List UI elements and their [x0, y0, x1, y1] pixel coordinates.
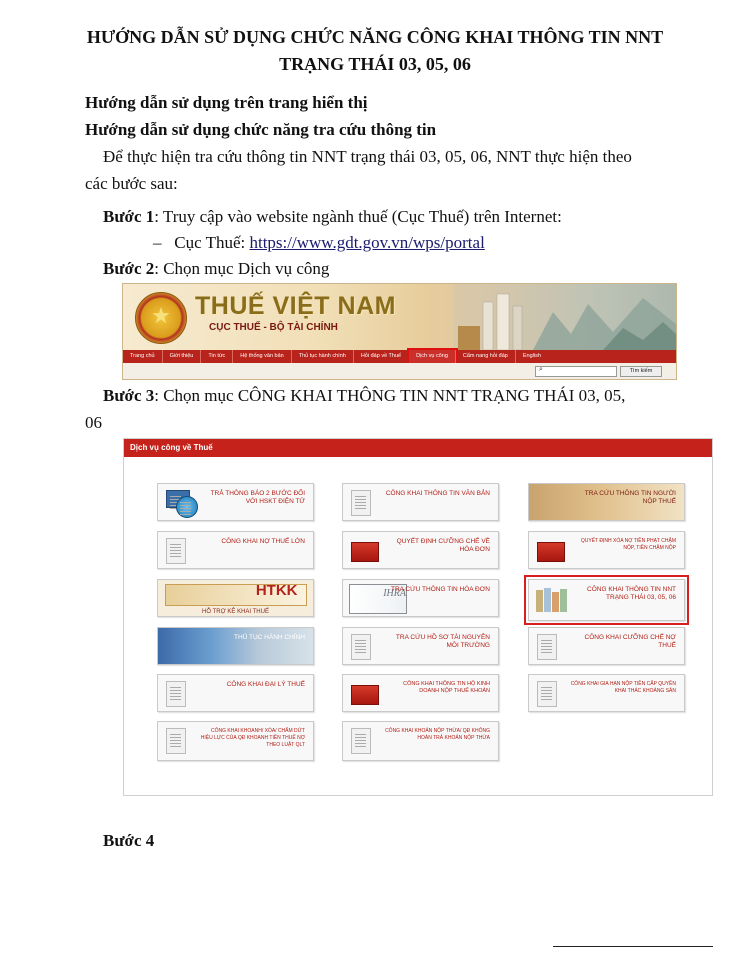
search-icon: ⌕ [539, 365, 543, 373]
document-icon [537, 634, 557, 660]
gdt-website-banner [122, 283, 677, 380]
nav-qa[interactable]: Hỏi đáp về Thuế [354, 350, 409, 363]
red-folder-icon [351, 542, 379, 562]
heading-display-guide: Hướng dẫn sử dụng trên trang hiển thị [85, 93, 368, 112]
nav-documents[interactable]: Hệ thống văn bản [233, 350, 291, 363]
document-icon [166, 538, 186, 564]
intro-line1: Để thực hiện tra cứu thông tin NNT trạng thái 03, 05, 06, NNT thực hiện theo [103, 147, 632, 166]
tile-household-business[interactable] [342, 674, 499, 712]
nav-news[interactable]: Tin tức [201, 350, 233, 363]
tile-penalty-writeoff[interactable] [528, 531, 685, 569]
red-folder-icon [351, 685, 379, 705]
tile-debt-enforcement[interactable] [528, 627, 685, 665]
tile-tax-agents[interactable] [157, 674, 314, 712]
bullet-dash: – [153, 233, 162, 252]
tile-large-tax-debt[interactable] [157, 531, 314, 569]
step2-label: Bước 2 [103, 259, 155, 278]
tile-label: CÔNG KHAI THÔNG TIN HỘ KINH DOANH NỘP THUẾ KHOÁN [403, 681, 490, 694]
panel-header: Dịch vụ công về Thuế [124, 439, 712, 457]
main-navigation [123, 350, 676, 363]
heading-lookup-guide: Hướng dẫn sử dụng chức năng tra cứu thông tin [85, 120, 437, 139]
tile-label: QUYẾT ĐỊNH XÓA NỢ TIỀN PHẠT CHẬM NỘP, TIỀN CHẬM NỘP [580, 538, 676, 551]
step3-text-line1: : Chọn mục CÔNG KHAI THÔNG TIN NNT TRẠNG THÁI 03, 05, [154, 386, 626, 405]
document-icon [537, 681, 557, 707]
step3 [103, 382, 625, 409]
step3-label: Bước 3 [103, 386, 155, 405]
tile-label: TRA CỨU HỒ SƠ TÀI NGUYÊN MÔI TRƯỜNG [395, 634, 490, 649]
nav-procedures[interactable]: Thủ tục hành chính [292, 350, 354, 363]
books-icon [535, 586, 569, 614]
tile-label: CÔNG KHAI KHOANH/ XÓA/ CHẤM DỨT HIỆU LỰC CỦA QĐ KHOANH TIỀN THUẾ NỢ THEO LUẬT QLT [200, 728, 305, 748]
document-icon [166, 681, 186, 707]
intro-line2: các bước sau: [85, 174, 178, 193]
tax-services-panel [123, 438, 713, 796]
document-icon [166, 728, 186, 754]
tile-label: CÔNG KHAI CƯỠNG CHẾ NỢ THUẾ [584, 634, 676, 649]
htkk-banner [165, 584, 307, 606]
tile-taxpayer-lookup[interactable] [528, 483, 685, 521]
tile-label: CÔNG KHAI KHOẢN NỘP THỪA/ QĐ KHÔNG HOÀN TRẢ KHOẢN NỘP THỪA [385, 728, 490, 741]
tile-label: CÔNG KHAI THÔNG TIN NNT TRẠNG THÁI 03, 05, 06 [587, 586, 676, 601]
htkk-sublabel: HỖ TRỢ KÊ KHAI THUẾ [202, 609, 269, 615]
document-icon [351, 490, 371, 516]
step4-label: Bước 4 [103, 831, 155, 850]
tile-invoice-lookup[interactable] [342, 579, 499, 617]
red-folder-icon [537, 542, 565, 562]
tile-environment-records[interactable] [342, 627, 499, 665]
search-input[interactable] [535, 366, 617, 377]
bullet-text: Cục Thuế: [174, 233, 250, 252]
tile-label: CÔNG KHAI THÔNG TIN VĂN BẢN [385, 490, 490, 497]
tile-label: THỦ TỤC HÀNH CHÍNH [233, 634, 305, 641]
nav-public-services[interactable]: Dịch vụ công [409, 350, 456, 363]
tile-label: CÔNG KHAI NỢ THUẾ LỚN [221, 538, 305, 545]
search-button[interactable]: Tìm kiếm [620, 366, 662, 377]
tile-label: TRẢ THÔNG BÁO 2 BƯỚC ĐỐI VỚI HSKT ĐIỆN TỬ [210, 490, 305, 505]
tile-admin-procedures[interactable] [157, 627, 314, 665]
document-title-line2: TRẠNG THÁI 03, 05, 06 [279, 54, 471, 74]
step1-bullet [153, 229, 485, 256]
document-icon [351, 634, 371, 660]
step1 [103, 203, 562, 230]
step1-label: Bước 1 [103, 207, 155, 226]
nav-about[interactable]: Giới thiệu [163, 350, 202, 363]
tile-htkk[interactable] [157, 579, 314, 617]
htkk-logo: HTKK [255, 582, 298, 599]
magnifier-icon: IHRA [349, 584, 407, 614]
tile-mining-extension[interactable] [528, 674, 685, 712]
gdt-portal-link[interactable]: https://www.gdt.gov.vn/wps/portal [249, 233, 485, 252]
tile-debt-writeoff-decision[interactable] [157, 721, 314, 761]
globe-icon [176, 496, 198, 518]
brand-subtitle: CỤC THUẾ - BỘ TÀI CHÍNH [209, 322, 338, 333]
step1-text: : Truy cập vào website ngành thuế (Cục Thuế) trên Internet: [154, 207, 562, 226]
nav-home[interactable]: Trang chủ [123, 350, 163, 363]
tile-label: TRA CỨU THÔNG TIN HÓA ĐƠN [390, 586, 490, 593]
nav-english[interactable]: English [522, 353, 541, 359]
tile-invoice-enforcement[interactable] [342, 531, 499, 569]
tile-label: QUYẾT ĐỊNH CƯỠNG CHẾ VỀ HÓA ĐƠN [396, 538, 490, 553]
nav-handbook[interactable]: Cẩm nang hỏi đáp [456, 350, 516, 363]
footnote-divider [553, 946, 713, 947]
tile-two-step-notice[interactable] [157, 483, 314, 521]
city-skyline-image [453, 284, 676, 350]
tile-label: CÔNG KHAI GIA HẠN NỘP TIỀN CẤP QUYỀN KHAI THÁC KHOÁNG SẢN [570, 681, 676, 694]
tile-public-documents[interactable] [342, 483, 499, 521]
tile-label: TRA CỨU THÔNG TIN NGƯỜI NỘP THUẾ [584, 490, 676, 505]
brand-title: THUẾ VIỆT NAM [195, 292, 396, 320]
step3-text-line2: 06 [85, 413, 102, 432]
step2 [103, 255, 329, 282]
tile-nnt-status-03-05-06[interactable] [528, 579, 685, 621]
national-emblem-icon: ★ [135, 292, 187, 344]
step2-text: : Chọn mục Dịch vụ công [154, 259, 330, 278]
tile-overpayment[interactable] [342, 721, 499, 761]
document-icon [351, 728, 371, 754]
document-title-line1: HƯỚNG DẪN SỬ DỤNG CHỨC NĂNG CÔNG KHAI THÔNG TIN NNT [86, 27, 664, 47]
tile-label: CÔNG KHAI ĐẠI LÝ THUẾ [226, 681, 305, 688]
